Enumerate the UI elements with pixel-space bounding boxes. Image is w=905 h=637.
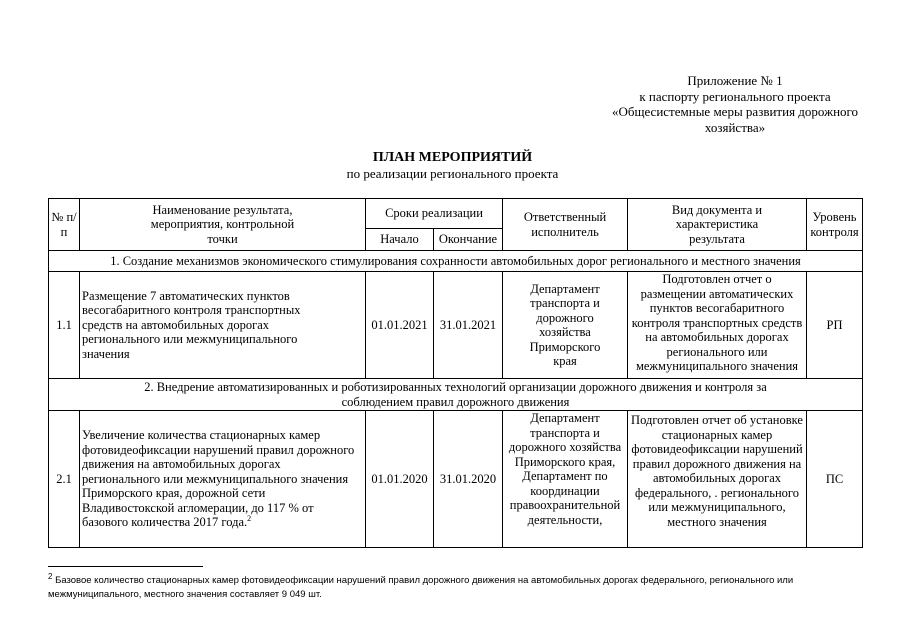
row-2-name-wrap	[82, 428, 357, 530]
header-doc: Вид документа и характеристика результата	[628, 199, 807, 251]
row-2-level: ПС	[807, 411, 863, 548]
row-2-footnote-mark: 2	[247, 514, 252, 524]
row-1-executor	[503, 272, 628, 379]
section-2-title-text: 2. Внедрение автоматизированных и роботизированных технологий организации дорожного движения и контроля за соблюдением правил дорожного движения	[144, 380, 767, 409]
document-title: ПЛАН МЕРОПРИЯТИЙ	[372, 150, 533, 165]
document-subtitle: по реализации регионального проекта	[346, 166, 559, 181]
appendix-header	[600, 73, 870, 135]
row-2-executor-text: Департамент транспорта и дорожного хозяйства Приморского края, Департамент по координации правоохранительной деятельности,	[508, 411, 622, 527]
header-level: Уровень контроля	[807, 199, 863, 251]
appendix-line-2: к паспорту регионального проекта	[639, 88, 831, 104]
footnote-divider	[48, 566, 203, 567]
row-2-name-text: Увеличение количества стационарных камер фотовидеофиксации нарушений правил дорожного движения на автомобильных дорогах регионального или межмуниципального значения Приморского края, дорожной сети Владивостокской агломерации, до 117 % от базового количества 2017 года.	[82, 428, 355, 530]
table-row	[49, 411, 863, 548]
header-dates: Сроки реализации	[366, 199, 503, 229]
section-1-title: 1. Создание механизмов экономического стимулирования сохранности автомобильных дорог регионального и местного значения	[49, 251, 863, 272]
row-1-name-text: Размещение 7 автоматических пунктов весогабаритного контроля транспортных средств на автомобильных дорогах регионального или межмуниципального значения	[82, 288, 301, 361]
row-1-end: 31.01.2021	[434, 272, 503, 379]
section-2-title	[49, 379, 863, 411]
footnote-mark: 2	[48, 571, 53, 581]
row-2-executor	[503, 411, 628, 548]
row-1-doc	[628, 272, 807, 379]
row-2-start: 01.01.2020	[366, 411, 434, 548]
appendix-line-3: «Общесистемные меры развития дорожного хозяйства»	[611, 104, 859, 135]
header-num: № п/п	[49, 199, 80, 251]
plan-table	[48, 198, 863, 548]
table-row	[49, 272, 863, 379]
row-2-end: 31.01.2020	[434, 411, 503, 548]
row-2-doc-text: Подготовлен отчет об установке стационарных камер фотовидеофиксации нарушений правил дорожного движения на автомобильных дорогах федерального, . регионального или межмуниципального, местного значения	[631, 413, 803, 529]
row-1-name	[80, 272, 366, 379]
row-1-level: РП	[807, 272, 863, 379]
row-2-num: 2.1	[49, 411, 80, 548]
footnote	[48, 571, 848, 602]
header-start: Начало	[366, 229, 434, 251]
row-1-doc-text: Подготовлен отчет о размещении автоматических пунктов весогабаритного контроля транспортных средств на автомобильных дорогах регионального или межмуниципального значения	[631, 272, 803, 373]
header-end: Окончание	[434, 229, 503, 251]
appendix-line-1: Приложение № 1	[687, 73, 783, 88]
header-executor: Ответственный исполнитель	[503, 199, 628, 251]
header-name: Наименование результата, мероприятия, контрольной точки	[80, 199, 366, 251]
row-2-name	[80, 411, 366, 548]
footnote-text: Базовое количество стационарных камер фотовидеофиксации нарушений правил дорожного движения на автомобильных дорогах федерального, регионального или межмуниципального, местного значения составляет 9 049 шт.	[48, 575, 794, 600]
row-1-executor-text: Департамент транспорта и дорожного хозяйства Приморского края	[529, 281, 601, 368]
row-1-start: 01.01.2021	[366, 272, 434, 379]
row-1-num: 1.1	[49, 272, 80, 379]
row-2-doc	[628, 411, 807, 548]
